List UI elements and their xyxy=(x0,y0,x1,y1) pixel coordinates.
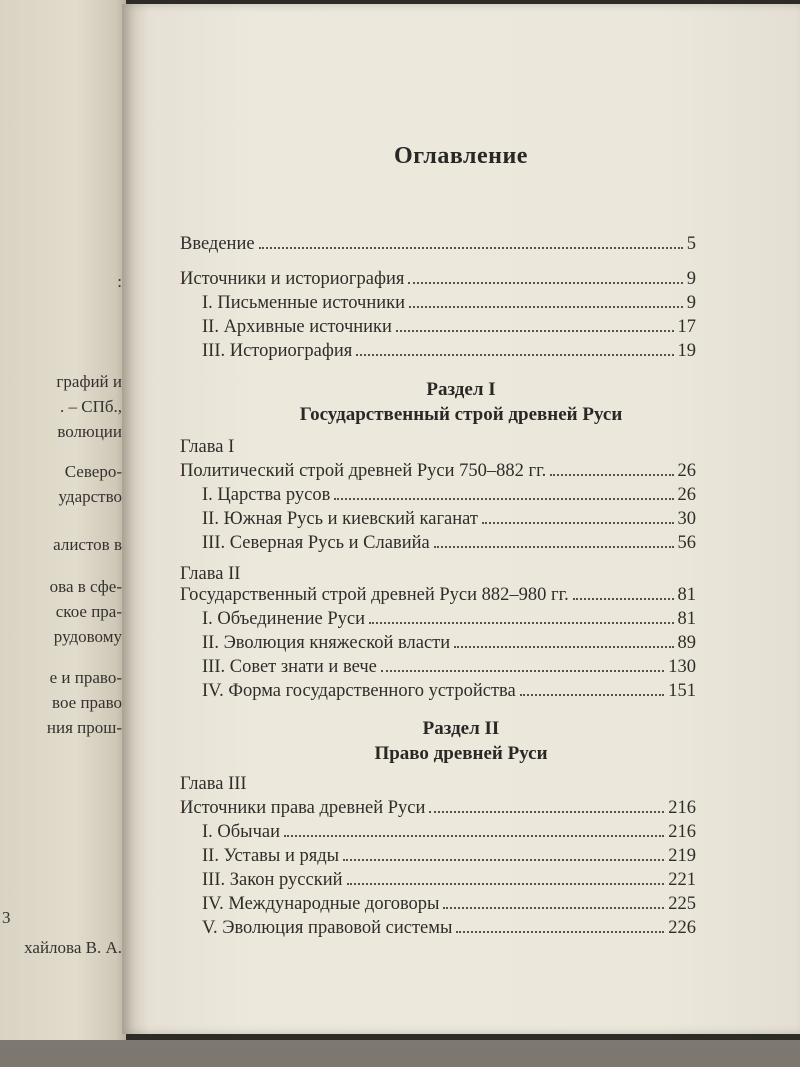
leader-dots xyxy=(396,314,674,332)
toc-entry xyxy=(202,506,696,530)
toc-entry-label: III. Историография xyxy=(202,341,353,361)
toc-entry xyxy=(202,290,696,314)
toc-entry-page: 17 xyxy=(677,317,696,337)
left-page-line: алистов в xyxy=(53,535,122,554)
leader-dots xyxy=(259,231,683,249)
toc-entry-page: 26 xyxy=(677,461,696,481)
toc-entry-page: 81 xyxy=(677,609,696,629)
left-page-line: хайлова В. А. xyxy=(24,938,122,957)
toc-entry-page: 219 xyxy=(668,846,696,866)
toc-entry-label: Источники и историография xyxy=(180,269,405,289)
left-page-line: волюции xyxy=(57,422,122,441)
toc-entry-page: 9 xyxy=(686,269,696,289)
toc-entry-label: I. Объединение Руси xyxy=(202,609,365,629)
toc-entry-label: Источники права древней Руси xyxy=(180,798,426,818)
toc-entry-label: V. Эволюция правовой системы xyxy=(202,918,453,938)
left-page-line: ское пра- xyxy=(55,602,122,621)
toc-entry xyxy=(180,582,696,606)
leader-dots xyxy=(343,843,664,861)
left-page-line: ударство xyxy=(58,487,122,506)
toc-entry xyxy=(202,678,696,702)
chapter-label: Глава III xyxy=(180,774,247,794)
toc-entry-page: 216 xyxy=(668,822,696,842)
left-page xyxy=(0,0,126,1040)
leader-dots xyxy=(356,338,673,356)
toc-entry-page: 9 xyxy=(686,293,696,313)
leader-dots xyxy=(520,678,664,696)
leader-dots xyxy=(443,891,664,909)
toc-entry xyxy=(202,654,696,678)
left-page-line: Северо- xyxy=(64,462,122,481)
toc-entry-label: III. Совет знати и вече xyxy=(202,657,377,677)
section-title: Государственный строй древней Руси xyxy=(299,404,623,425)
toc-entry-label: I. Письменные источники xyxy=(202,293,406,313)
leader-dots xyxy=(550,458,673,476)
toc-entry-label: Государственный строй древней Руси 882–980 гг. xyxy=(180,585,569,605)
left-page-line: вое право xyxy=(52,693,122,712)
toc-entry xyxy=(202,482,696,506)
toc-entry-label: III. Северная Русь и Славийа xyxy=(202,533,430,553)
leader-dots xyxy=(482,506,674,524)
leader-dots xyxy=(408,266,682,284)
toc-entry-page: 221 xyxy=(668,870,696,890)
leader-dots xyxy=(409,290,683,308)
toc-entry-label: Политический строй древней Руси 750–882 гг. xyxy=(180,461,547,481)
toc-entry-label: I. Обычаи xyxy=(202,822,281,842)
section-title: Право древней Руси xyxy=(374,743,548,764)
leader-dots xyxy=(429,795,664,813)
left-page-line: графий и xyxy=(56,372,122,391)
toc-entry-page: 30 xyxy=(677,509,696,529)
leader-dots xyxy=(434,530,674,548)
toc-entry-page: 26 xyxy=(677,485,696,505)
toc-entry xyxy=(180,795,696,819)
left-page-number: 3 xyxy=(2,908,11,927)
left-page-line: ова в сфе- xyxy=(49,577,122,596)
toc-entry-page: 89 xyxy=(677,633,696,653)
toc-entry xyxy=(180,266,696,290)
toc-entry-label: II. Эволюция княжеской власти xyxy=(202,633,451,653)
section-label: Раздел I xyxy=(426,379,496,400)
toc-entry xyxy=(202,915,696,939)
leader-dots xyxy=(381,654,664,672)
toc-entry xyxy=(202,843,696,867)
toc-entry xyxy=(180,458,696,482)
leader-dots xyxy=(454,630,673,648)
left-page-line: ния прош- xyxy=(46,718,122,737)
toc-entry-label: II. Уставы и ряды xyxy=(202,846,340,866)
toc-entry-label: I. Царства русов xyxy=(202,485,331,505)
toc-entry-page: 81 xyxy=(677,585,696,605)
toc-title: Оглавление xyxy=(394,143,528,169)
toc-entry xyxy=(202,891,696,915)
leader-dots xyxy=(284,819,664,837)
toc-entry-label: IV. Форма государственного устройства xyxy=(202,681,516,701)
toc-entry xyxy=(202,606,696,630)
toc-entry-page: 225 xyxy=(668,894,696,914)
toc-entry-label: III. Закон русский xyxy=(202,870,343,890)
toc-entry xyxy=(202,630,696,654)
left-page-line: е и право- xyxy=(49,668,122,687)
toc-entry-page: 56 xyxy=(677,533,696,553)
section-label: Раздел II xyxy=(422,718,500,739)
leader-dots xyxy=(456,915,664,933)
toc-entry-label: II. Архивные источники xyxy=(202,317,392,337)
toc-entry-page: 226 xyxy=(668,918,696,938)
toc-entry xyxy=(202,314,696,338)
toc-entry xyxy=(202,867,696,891)
toc-entry-page: 130 xyxy=(668,657,696,677)
leader-dots xyxy=(369,606,674,624)
toc-entry xyxy=(180,231,696,255)
toc-entry-page: 151 xyxy=(668,681,696,701)
leader-dots xyxy=(334,482,673,500)
toc-entry xyxy=(202,530,696,554)
left-page-line: : xyxy=(117,272,122,291)
toc-entry-page: 5 xyxy=(686,234,696,254)
left-page-line: . – СПб., xyxy=(59,397,122,416)
toc-entry-page: 216 xyxy=(668,798,696,818)
chapter-label: Глава II xyxy=(180,564,241,584)
chapter-label: Глава I xyxy=(180,437,235,457)
toc-entry xyxy=(202,338,696,362)
left-page-line: рудовому xyxy=(53,627,122,646)
toc-entry-label: IV. Международные договоры xyxy=(202,894,440,914)
toc-entry-label: Введение xyxy=(180,234,255,254)
toc-entry xyxy=(202,819,696,843)
leader-dots xyxy=(347,867,665,885)
toc-entry-label: II. Южная Русь и киевский каганат xyxy=(202,509,478,529)
toc-entry-page: 19 xyxy=(677,341,696,361)
leader-dots xyxy=(573,582,674,600)
